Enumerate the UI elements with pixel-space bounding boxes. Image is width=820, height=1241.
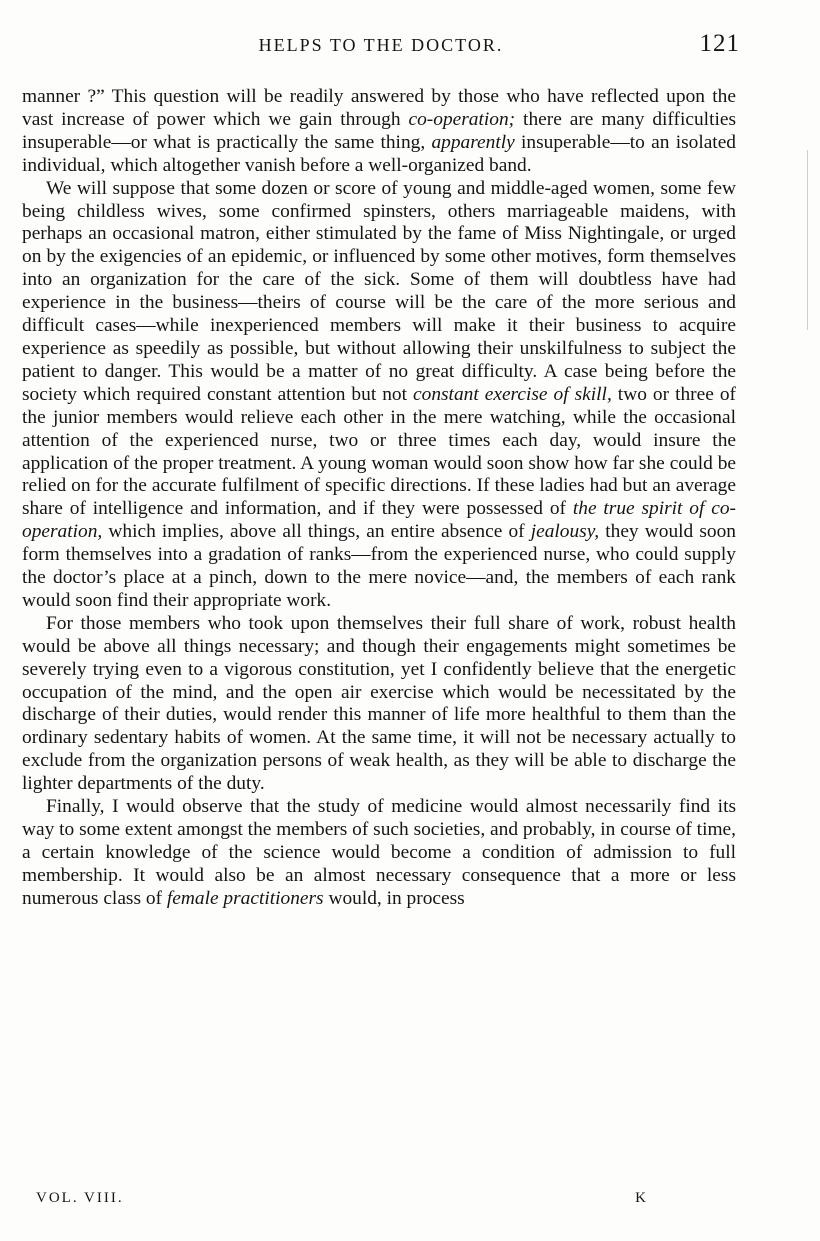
body-text [22, 86, 736, 911]
italic-text: constant exercise of skill, [413, 383, 612, 405]
page-number: 121 [699, 30, 740, 57]
page-header [22, 30, 740, 64]
paragraph [22, 178, 736, 613]
signature-mark: K [635, 1190, 646, 1206]
text-run: which implies, above all things, an entire absence of [102, 521, 531, 543]
paragraph [22, 796, 736, 911]
italic-text: the true spirit of co-operation, [22, 498, 736, 543]
text-run: Finally, I would observe that the study of medicine would almost necessarily find its way to some extent amongst the members of such societies, and probably, in course of time, a certain knowledge of the science would become a condition of admission to full membership. It would also be an almost necessary consequence that a more or less numerous class of [22, 796, 736, 909]
italic-text: apparently [431, 131, 515, 153]
italic-text: co-operation; [408, 108, 516, 130]
italic-text: female practitioners [166, 887, 324, 909]
page-edge-divider [807, 150, 808, 330]
italic-text: jealousy, [530, 521, 600, 543]
page-footer [36, 1190, 646, 1212]
text-run: would, in process [323, 887, 465, 909]
text-run: two or three of the junior members would relieve each other in the mere watching, while the occasional attention of the experienced nurse, two or three times each day, would insure the application of the proper treatment. A young woman would soon show how far she could be relied on for the accurate fulfilment of specific directions. If these ladies had but an average share of intelligence and information, and if they were possessed of [22, 383, 736, 520]
text-run: For those members who took upon themselves their full share of work, robust health would be above all things necessary; and though their engagements might sometimes be severely trying even to a vigorous constitution, yet I confidently believe that the energetic occupation of the mind, and the open air exercise which would be necessitated by the discharge of their duties, would render this manner of life more healthful to them than the ordinary sedentary habits of women. At the same time, it will not be necessary actually to exclude from the organization persons of weak health, as they will be able to discharge the lighter departments of the duty. [22, 612, 736, 795]
text-run: they would soon form themselves into a gradation of ranks—from the experienced nurse, who could supply the doctor’s place at a pinch, down to the mere novice—and, the members of each rank would soon find their appropriate work. [22, 521, 736, 611]
text-run: We will suppose that some dozen or score of young and middle-aged women, some few being childless wives, some confirmed spinsters, others marriageable maidens, with perhaps an occasional matron, either stimulated by the fame of Miss Nightingale, or urged on by the exigencies of an epidemic, or influenced by some other motives, form themselves into an organization for the care of the sick. Some of them will doubtless have had experience in the business—theirs of course will be the care of the more serious and difficult cases—while inexperienced members will make it their business to acquire experience as speedily as possible, but without allowing their unskilfulness to subject the patient to danger. This would be a matter of no great difficulty. A case being before the society which required constant attention but not [22, 177, 736, 405]
volume-label: VOL. VIII. [36, 1190, 124, 1206]
running-head: HELPS TO THE DOCTOR. [258, 35, 504, 55]
text-run: manner ?” This question will be readily answered by those who have reflected upon the vast increase of power which we gain through [22, 86, 736, 130]
paragraph [22, 613, 736, 796]
text-run: there are many difficulties insuperable—or what is practically the same thing, [22, 108, 736, 153]
text-run: insuperable—to an isolated individual, which altogether vanish before a well-organized band. [22, 131, 737, 176]
paragraph [22, 86, 736, 178]
